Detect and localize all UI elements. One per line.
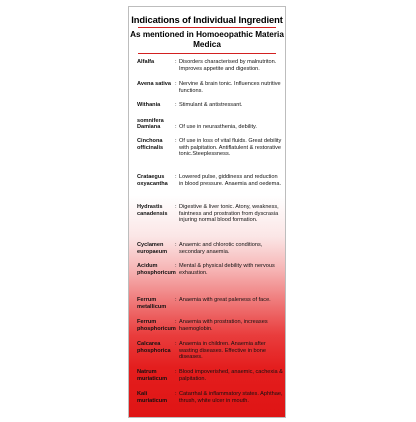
separator: : [175, 391, 177, 397]
separator: : [175, 81, 177, 87]
separator: : [175, 124, 177, 130]
card-header [129, 7, 285, 61]
ingredient-indications-card [128, 6, 286, 418]
separator: : [175, 341, 177, 347]
separator: : [175, 263, 177, 269]
ingredient-name: Natrum muriaticum [137, 369, 168, 382]
ingredient-name: Withania [137, 102, 161, 108]
ingredient-indication: Lowered pulse, giddiness and reduction in blood pressure. Anaemia and oedema. [179, 174, 281, 187]
separator: : [175, 102, 177, 108]
ingredient-indication: Catarrhal & inflammatory states. Aphthae, thrush, white ulcer in mouth. [179, 391, 283, 404]
ingredient-indication: Disorders characterised by malnutriton. Improves appetite and digestion. [179, 59, 277, 72]
ingredient-name: Hydrastis canadensis [137, 204, 168, 217]
separator: : [175, 297, 177, 303]
ingredient-name: Crataegus oxyacantha [137, 174, 168, 187]
ingredient-indication: Anaemia with great paleness of face. [179, 297, 271, 303]
title-divider [138, 27, 276, 28]
ingredient-name: Alfalfa [137, 59, 155, 65]
ingredient-indication: Anaemia with prostration, increases haemoglobin. [179, 319, 268, 332]
separator: : [175, 59, 177, 65]
ingredient-name: Ferrum metallicum [137, 297, 167, 310]
ingredient-indication: Mental & physical debility with nervous exhaustion. [179, 263, 275, 276]
separator: : [175, 242, 177, 248]
separator: : [175, 319, 177, 325]
ingredient-name: somnifera [137, 118, 164, 124]
ingredient-name: Calcarea phosphorica [137, 341, 171, 354]
ingredient-indication: Anaemic and chlorotic conditions, secondary anaemia. [179, 242, 263, 255]
card-title: Indications of Individual Ingredient [131, 14, 283, 25]
card-subtitle: As mentioned in Homoeopathic Materia Medica [130, 30, 284, 49]
ingredient-name: Ferrum phosphoricum [137, 319, 176, 332]
ingredient-name: Kali muriaticum [137, 391, 168, 404]
ingredient-name: Acidum phosphoricum [137, 263, 176, 276]
ingredient-indication: Nervine & brain tonic. Influences nutritive functions. [179, 81, 281, 94]
ingredient-indication: Digestive & liver tonic. Atony, weakness, faintness and prostration from dyscrasia injuring normal blood formation. [179, 204, 279, 224]
ingredient-indication: Stimulant & antistressant. [179, 102, 243, 108]
ingredient-name: Avena sativa [137, 81, 171, 87]
ingredient-name: Cinchona officinalis [137, 138, 164, 151]
separator: : [175, 138, 177, 144]
separator: : [175, 204, 177, 210]
ingredient-indication: Of use in neurasthenia, debility. [179, 124, 257, 130]
subtitle-divider [138, 53, 276, 54]
ingredient-indication: Anaemia in children. Anaemia after wasting diseases. Effective in bone diseases. [179, 341, 266, 361]
separator: : [175, 174, 177, 180]
separator: : [175, 369, 177, 375]
ingredient-name: Damiana [137, 124, 161, 130]
ingredient-indication: Blood impoverished, anaemic, cachexia & palpitation. [179, 369, 283, 382]
ingredient-name: Cyclamen europaeum [137, 242, 168, 255]
ingredient-indication: Of use in loss of vital fluids. Great debility with palpitation. Antiflatulent & restorative tonic.Steeplessness. [179, 138, 282, 158]
